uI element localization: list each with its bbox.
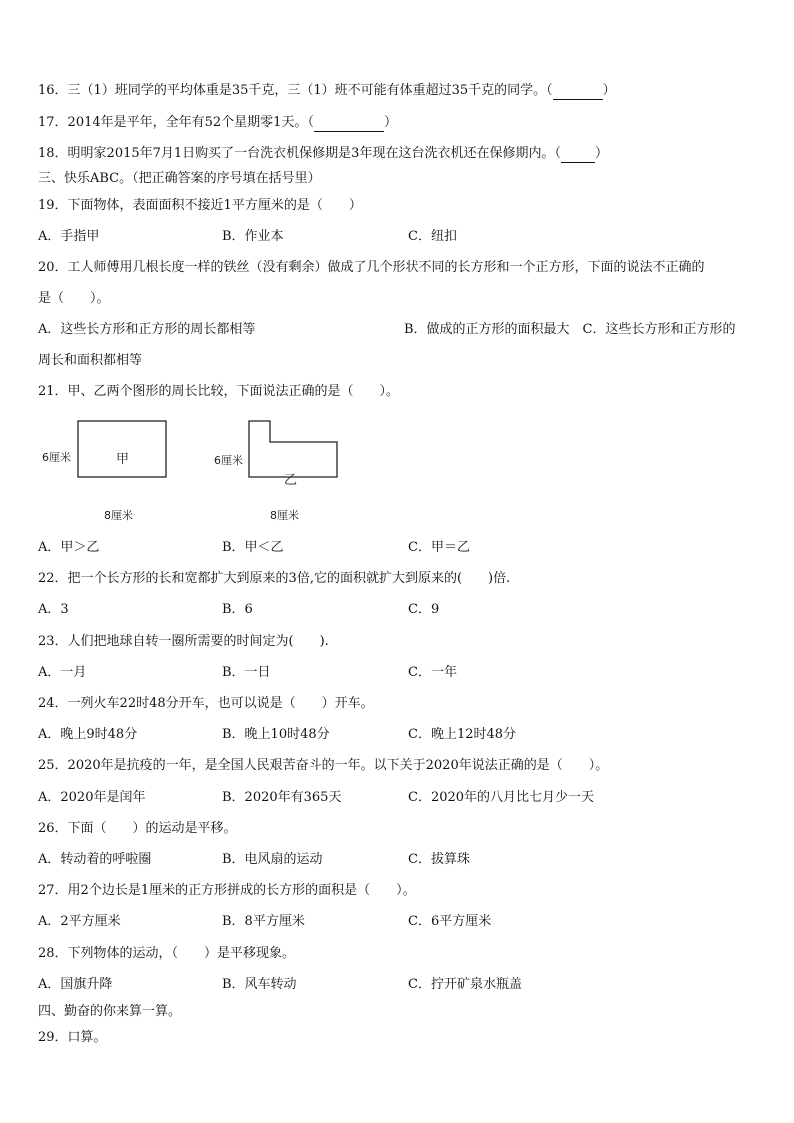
q22-option-c[interactable]: C．9 — [408, 602, 440, 617]
question-21-stem: 21．甲、乙两个图形的周长比较，下面说法正确的是（ ）。 — [38, 384, 400, 399]
question-18-end: ） — [594, 146, 608, 161]
question-25-stem: 25．2020年是抗疫的一年，是全国人民艰苦奋斗的一年。以下关于2020年说法正确的是（ ）。 — [38, 758, 609, 773]
q28-option-b[interactable]: B．风车转动 — [222, 977, 297, 992]
q19-option-c[interactable]: C．纽扣 — [408, 229, 457, 244]
answer-blank-18[interactable] — [561, 162, 595, 163]
q23-option-c[interactable]: C．一年 — [408, 665, 457, 680]
answer-blank-17[interactable] — [314, 131, 384, 132]
section-3-heading: 三、快乐ABC。（把正确答案的序号填在括号里） — [38, 171, 321, 186]
q28-option-c[interactable]: C．拧开矿泉水瓶盖 — [408, 977, 522, 992]
section-4-heading: 四、勤奋的你来算一算。 — [38, 1004, 182, 1019]
figure-jia-side-label: 6厘米 — [42, 451, 71, 464]
answer-blank-16[interactable] — [553, 99, 603, 100]
q19-option-b[interactable]: B．作业本 — [222, 229, 284, 244]
q27-option-c[interactable]: C．6平方厘米 — [408, 914, 492, 929]
figure-yi — [208, 414, 348, 526]
question-22-stem: 22．把一个长方形的长和宽都扩大到原来的3倍,它的面积就扩大到原来的( )倍. — [38, 571, 511, 586]
question-17 — [38, 114, 397, 132]
figure-yi-name: 乙 — [284, 473, 298, 488]
question-16 — [38, 82, 616, 100]
figure-jia-name: 甲 — [116, 452, 130, 467]
q26-option-a[interactable]: A．转动着的呼啦圈 — [38, 852, 152, 867]
question-16-text: 16．三（1）班同学的平均体重是35千克，三（1）班不可能有体重超过35千克的同学。（ — [38, 83, 553, 98]
rectangle-jia-shape — [78, 421, 166, 477]
q24-option-b[interactable]: B．晚上10时48分 — [222, 727, 330, 742]
question-27-stem: 27．用2个边长是1厘米的正方形拼成的长方形的面积是（ ）。 — [38, 883, 416, 898]
q20-option-b-c[interactable]: B．做成的正方形的面积最大 C．这些长方形和正方形的 — [404, 322, 736, 337]
q23-option-b[interactable]: B．一日 — [222, 665, 271, 680]
q27-option-a[interactable]: A．2平方厘米 — [38, 914, 121, 929]
question-26-stem: 26．下面（ ）的运动是平移。 — [38, 821, 237, 836]
q21-option-a[interactable]: A．甲＞乙 — [38, 540, 100, 555]
q24-option-a[interactable]: A．晚上9时48分 — [38, 727, 138, 742]
question-18 — [38, 145, 608, 163]
question-16-end: ） — [602, 83, 616, 98]
q27-option-b[interactable]: B．8平方厘米 — [222, 914, 305, 929]
question-29-stem: 29．口算。 — [38, 1030, 107, 1045]
question-17-end: ） — [383, 115, 397, 130]
question-17-text: 17．2014年是平年，全年有52个星期零1天。（ — [38, 115, 314, 130]
q28-option-a[interactable]: A．国旗升降 — [38, 977, 113, 992]
question-19-stem: 19．下面物体，表面面积不接近1平方厘米的是（ ） — [38, 198, 362, 213]
q26-option-c[interactable]: C．拔算珠 — [408, 852, 470, 867]
q20-option-a[interactable]: A．这些长方形和正方形的周长都相等 — [38, 322, 256, 337]
question-20-stem-line2: 是（ ）。 — [38, 291, 110, 306]
figure-jia-bottom-label: 8厘米 — [104, 509, 133, 522]
q26-option-b[interactable]: B．电风扇的运动 — [222, 852, 323, 867]
q25-option-b[interactable]: B．2020年有365天 — [222, 790, 342, 805]
q19-option-a[interactable]: A．手指甲 — [38, 229, 100, 244]
q25-option-a[interactable]: A．2020年是闰年 — [38, 790, 146, 805]
q22-option-b[interactable]: B．6 — [222, 602, 253, 617]
figure-yi-side-label: 6厘米 — [214, 454, 243, 467]
figure-yi-bottom-label: 8厘米 — [270, 509, 299, 522]
question-23-stem: 23．人们把地球自转一圈所需要的时间定为( ). — [38, 634, 329, 649]
question-28-stem: 28．下列物体的运动，（ ）是平移现象。 — [38, 946, 296, 961]
question-20-stem-line1: 20．工人师傅用几根长度一样的铁丝（没有剩余）做成了几个形状不同的长方形和一个正方形，下面的说法不正确的 — [38, 260, 705, 275]
question-18-text: 18．明明家2015年7月1日购买了一台洗衣机保修期是3年现在这台洗衣机还在保修期内。（ — [38, 146, 561, 161]
q20-option-c-continued: 周长和面积都相等 — [38, 353, 143, 368]
q25-option-c[interactable]: C．2020年的八月比七月少一天 — [408, 790, 595, 805]
q24-option-c[interactable]: C．晚上12时48分 — [408, 727, 517, 742]
q23-option-a[interactable]: A．一月 — [38, 665, 87, 680]
figure-jia — [36, 414, 176, 526]
l-shape-yi — [249, 421, 337, 477]
q21-option-c[interactable]: C．甲＝乙 — [408, 540, 470, 555]
q22-option-a[interactable]: A．3 — [38, 602, 69, 617]
q21-option-b[interactable]: B．甲＜乙 — [222, 540, 284, 555]
question-24-stem: 24．一列火车22时48分开车，也可以说是（ ）开车。 — [38, 696, 374, 711]
